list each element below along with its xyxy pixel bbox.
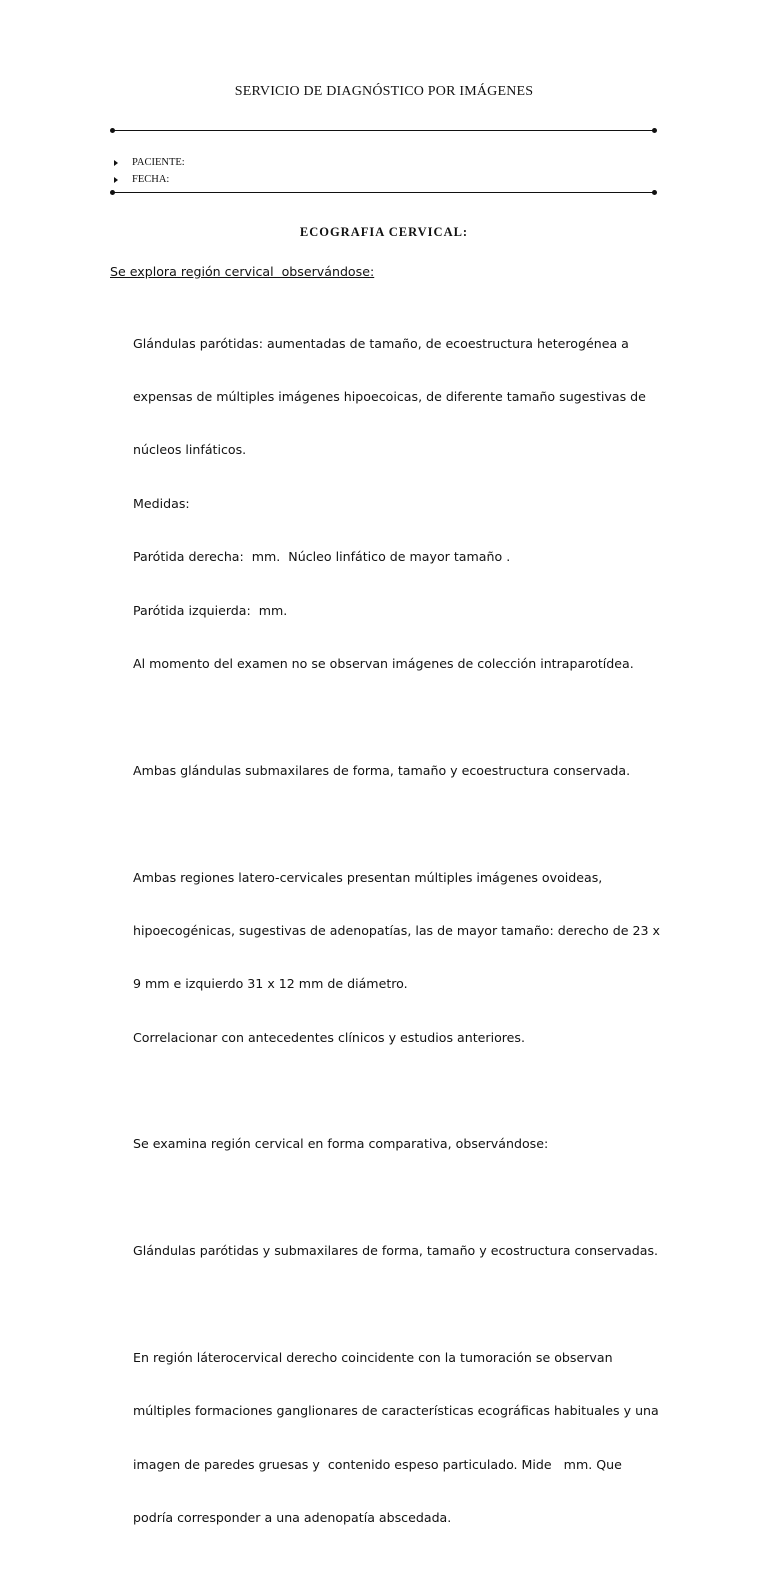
text-line: Parótida izquierda: mm. bbox=[133, 602, 288, 618]
text-line: Glándulas parótidas y submaxilares de forma, tamaño y ecostructura conservadas. bbox=[133, 1243, 659, 1259]
document-title: SERVICIO DE DIAGNÓSTICO POR IMÁGENES bbox=[234, 84, 534, 99]
paragraph-glands-conserved bbox=[133, 1207, 663, 1296]
report-heading: ECOGRAFIA CERVICAL: bbox=[299, 225, 469, 239]
text-line: Correlacionar con antecedentes clínicos y estudios anteriores. bbox=[133, 1029, 525, 1045]
paragraph-laterocervical bbox=[133, 833, 663, 1082]
text-line: núcleos linfáticos. bbox=[133, 442, 247, 458]
patient-label: PACIENTE: bbox=[132, 157, 185, 168]
bullet-arrow-icon bbox=[114, 160, 118, 166]
bullet-arrow-icon bbox=[114, 177, 118, 183]
text-line: Parótida derecha: mm. Núcleo linfático de mayor tamaño . bbox=[133, 549, 511, 565]
text-line: Glándulas parótidas: aumentadas de tamaño, de ecoestructura heterogénea a bbox=[133, 335, 629, 351]
date-field bbox=[114, 171, 185, 188]
bottom-divider bbox=[112, 192, 655, 193]
patient-info-list bbox=[114, 154, 185, 188]
paragraph-right-region bbox=[133, 1313, 663, 1562]
report-body bbox=[133, 299, 663, 1580]
text-line: podría corresponder a una adenopatía abscedada. bbox=[133, 1510, 452, 1526]
text-line: múltiples formaciones ganglionares de características ecográficas habituales y una bbox=[133, 1403, 659, 1419]
text-line: 9 mm e izquierdo 31 x 12 mm de diámetro. bbox=[133, 976, 408, 992]
intro-line bbox=[110, 264, 374, 279]
intro-colon: : bbox=[369, 264, 375, 279]
top-divider bbox=[112, 130, 655, 131]
text-line: imagen de paredes gruesas y contenido espeso particulado. Mide mm. Que bbox=[133, 1456, 622, 1472]
text-line: Ambas regiones latero-cervicales presentan múltiples imágenes ovoideas, bbox=[133, 869, 603, 885]
text-line: En región láterocervical derecho coincidente con la tumoración se observan bbox=[133, 1350, 613, 1366]
text-line: Al momento del examen no se observan imágenes de colección intraparotídea. bbox=[133, 655, 634, 671]
paragraph-comparative bbox=[133, 1100, 663, 1189]
patient-field bbox=[114, 154, 185, 171]
date-label: FECHA: bbox=[132, 174, 170, 185]
text-line: Se examina región cervical en forma comparativa, observándose: bbox=[133, 1136, 549, 1152]
intro-text: Se explora región cervical observándose bbox=[110, 264, 370, 279]
text-line: Medidas: bbox=[133, 495, 190, 511]
paragraph-submaxillary bbox=[133, 726, 663, 815]
text-line: Ambas glándulas submaxilares de forma, tamaño y ecoestructura conservada. bbox=[133, 762, 631, 778]
paragraph-parotids bbox=[133, 299, 663, 708]
text-line: hipoecogénicas, sugestivas de adenopatías, las de mayor tamaño: derecho de 23 x bbox=[133, 922, 660, 938]
text-line: expensas de múltiples imágenes hipoecoicas, de diferente tamaño sugestivas de bbox=[133, 388, 646, 404]
